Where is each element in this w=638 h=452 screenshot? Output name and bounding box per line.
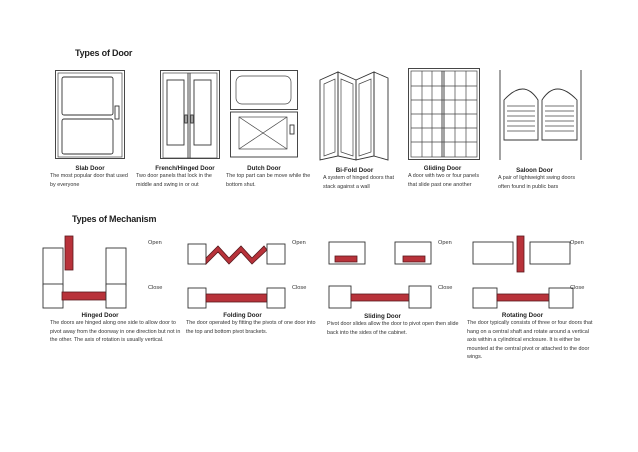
sliding-mechanism-icon [325, 232, 437, 312]
french-door-icon [160, 70, 220, 160]
mechanism-desc-folding: The door operated by fitting the pivots of one door into the top and bottom pivot brackets. [186, 320, 316, 335]
mechanism-name-folding: Folding Door [223, 312, 262, 319]
sliding-close-label: Close [438, 285, 453, 291]
slab-door-icon [55, 70, 125, 160]
folding-open-label: Open [292, 240, 306, 246]
section-title-doors: Types of Door [75, 48, 133, 58]
mechanism-desc-sliding: Pivot door slides allow the door to pivot open then slide back into the sides of the cabinet. [327, 321, 459, 336]
rotating-open-label: Open [570, 240, 584, 246]
door-name-bifold: Bi-Fold Door [335, 167, 374, 174]
door-name-slab: Slab Door [75, 165, 105, 172]
door-name-dutch: Dutch Door [247, 165, 281, 172]
door-desc-saloon: A pair of lightweight swing doors often found in public bars [498, 175, 576, 190]
hinged-close-label: Close [148, 285, 163, 291]
mechanism-name-sliding: Sliding Door [364, 313, 401, 320]
door-desc-slab: The most popular door that used by everyone [50, 173, 128, 188]
folding-mechanism-icon [185, 236, 290, 311]
gliding-door-icon [408, 68, 480, 160]
hinged-mechanism-icon [40, 230, 150, 315]
door-desc-dutch: The top part can be move while the bottom shut. [226, 173, 311, 188]
mechanism-name-hinged: Hinged Door [81, 312, 119, 319]
door-name-saloon: Saloon Door [516, 167, 553, 174]
hinged-open-label: Open [148, 240, 162, 246]
mechanism-name-rotating: Rotating Door [501, 312, 544, 319]
dutch-door-icon [230, 70, 298, 158]
door-name-gliding: Gliding Door [423, 165, 462, 172]
bifold-door-icon [318, 70, 390, 162]
sliding-open-label: Open [438, 240, 452, 246]
mechanism-desc-rotating: The door typically consists of three or four doors that hang on a central shaft and rotate around a vertical axis within a cylindrical enclosure. It is either be mounted at the central pivot or attached to the door wings. [467, 320, 593, 361]
rotating-mechanism-icon [470, 230, 575, 315]
door-name-french: French/Hinged Door [155, 165, 215, 172]
section-title-mechanism: Types of Mechanism [72, 214, 157, 224]
door-desc-french: Two door panels that lock in the middle and swing in or out [136, 173, 212, 188]
door-desc-bifold: A system of hinged doors that stack against a wall [323, 175, 395, 190]
mechanism-desc-hinged: The doors are hinged along one side to allow door to pivot away from the doorway in one direction but not in the other. The axis of rotation is usually vertical. [50, 320, 181, 344]
rotating-close-label: Close [570, 285, 585, 291]
saloon-door-icon [498, 70, 583, 160]
door-desc-gliding: A door with two or four panels that slide past one another [408, 173, 480, 188]
folding-close-label: Close [292, 285, 307, 291]
